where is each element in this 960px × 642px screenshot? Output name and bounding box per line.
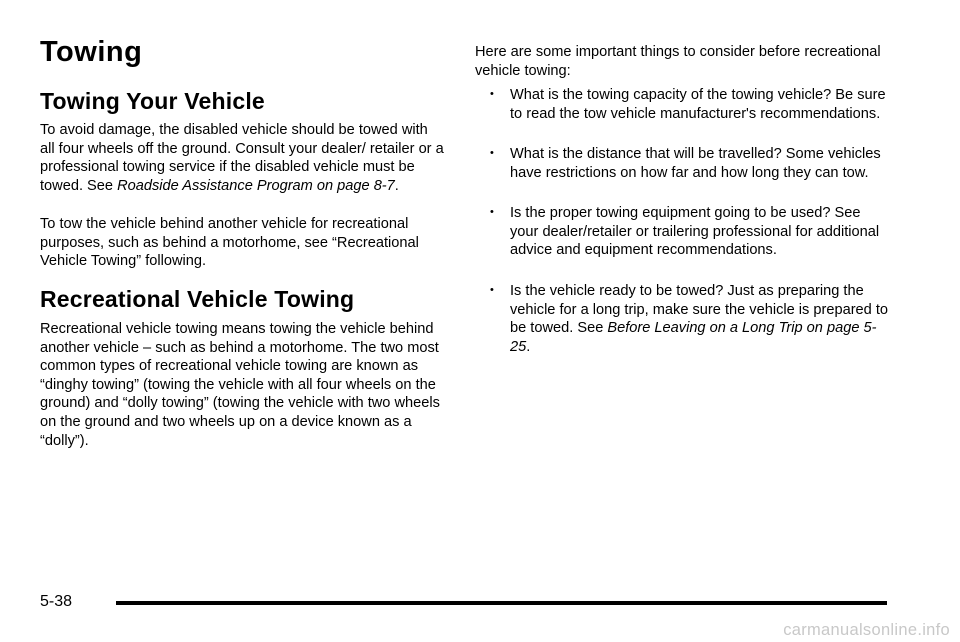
footer-rule (116, 601, 887, 605)
section-heading-recreational-vehicle-towing: Recreational Vehicle Towing (40, 286, 355, 312)
bullet-3-text: Is the proper towing equipment going to be used? See your dealer/retailer or trailering professional for additional advice and equipment recommendations. (510, 205, 880, 259)
bullet-1-text: What is the towing capacity of the towing vehicle? Be sure to read the tow vehicle manufacturer's recommendations. (510, 87, 886, 122)
bullet-3-marker: • (490, 206, 494, 218)
bullet-2-text: What is the distance that will be travelled? Some vehicles have restrictions on how far and how long they can tow. (510, 146, 881, 181)
bullet-4-text-body: Is the vehicle ready to be towed? Just as preparing the vehicle for a long trip, make sure the vehicle is prepared to be towed. See (510, 283, 889, 337)
before-leaving-reference: Before Leaving on a Long Trip on page 5-25 (510, 320, 877, 355)
towing-paragraph-2: To tow the vehicle behind another vehicle for recreational purposes, such as behind a motorhome, see “Recreational Vehicle Towing” following. (40, 216, 419, 270)
watermark: carmanualsonline.info (783, 621, 950, 639)
section-heading-towing-your-vehicle: Towing Your Vehicle (40, 88, 265, 114)
page-title: Towing (40, 36, 143, 68)
recreational-intro: Here are some important things to consider before recreational vehicle towing: (475, 44, 881, 79)
bullet-4-text-end: . (526, 338, 531, 355)
bullet-2-marker: • (490, 147, 494, 159)
towing-paragraph-1-end: . (394, 177, 399, 194)
roadside-assistance-reference: Roadside Assistance Program on page 8-7 (117, 177, 395, 194)
bullet-4-marker: • (490, 284, 494, 296)
page-number: 5-38 (40, 593, 73, 610)
recreational-paragraph: Recreational vehicle towing means towing the vehicle behind another vehicle – such as behind a motorhome. The two most common types of recreational vehicle towing are known as “dinghy towing” (towing the vehicle with all four wheels on the ground) and “dolly towing” (towing the vehicle with two wheels on the ground and two wheels up on a device known as a “dolly”). (40, 321, 440, 449)
towing-paragraph-1 (40, 121, 445, 195)
bullet-4-text (510, 282, 895, 356)
towing-paragraph-1-text: To avoid damage, the disabled vehicle should be towed with all four wheels off the ground. Consult your dealer/ retailer or a professional towing service if the disabled vehicle must be towed. See (40, 122, 444, 194)
bullet-1-marker: • (490, 88, 494, 100)
